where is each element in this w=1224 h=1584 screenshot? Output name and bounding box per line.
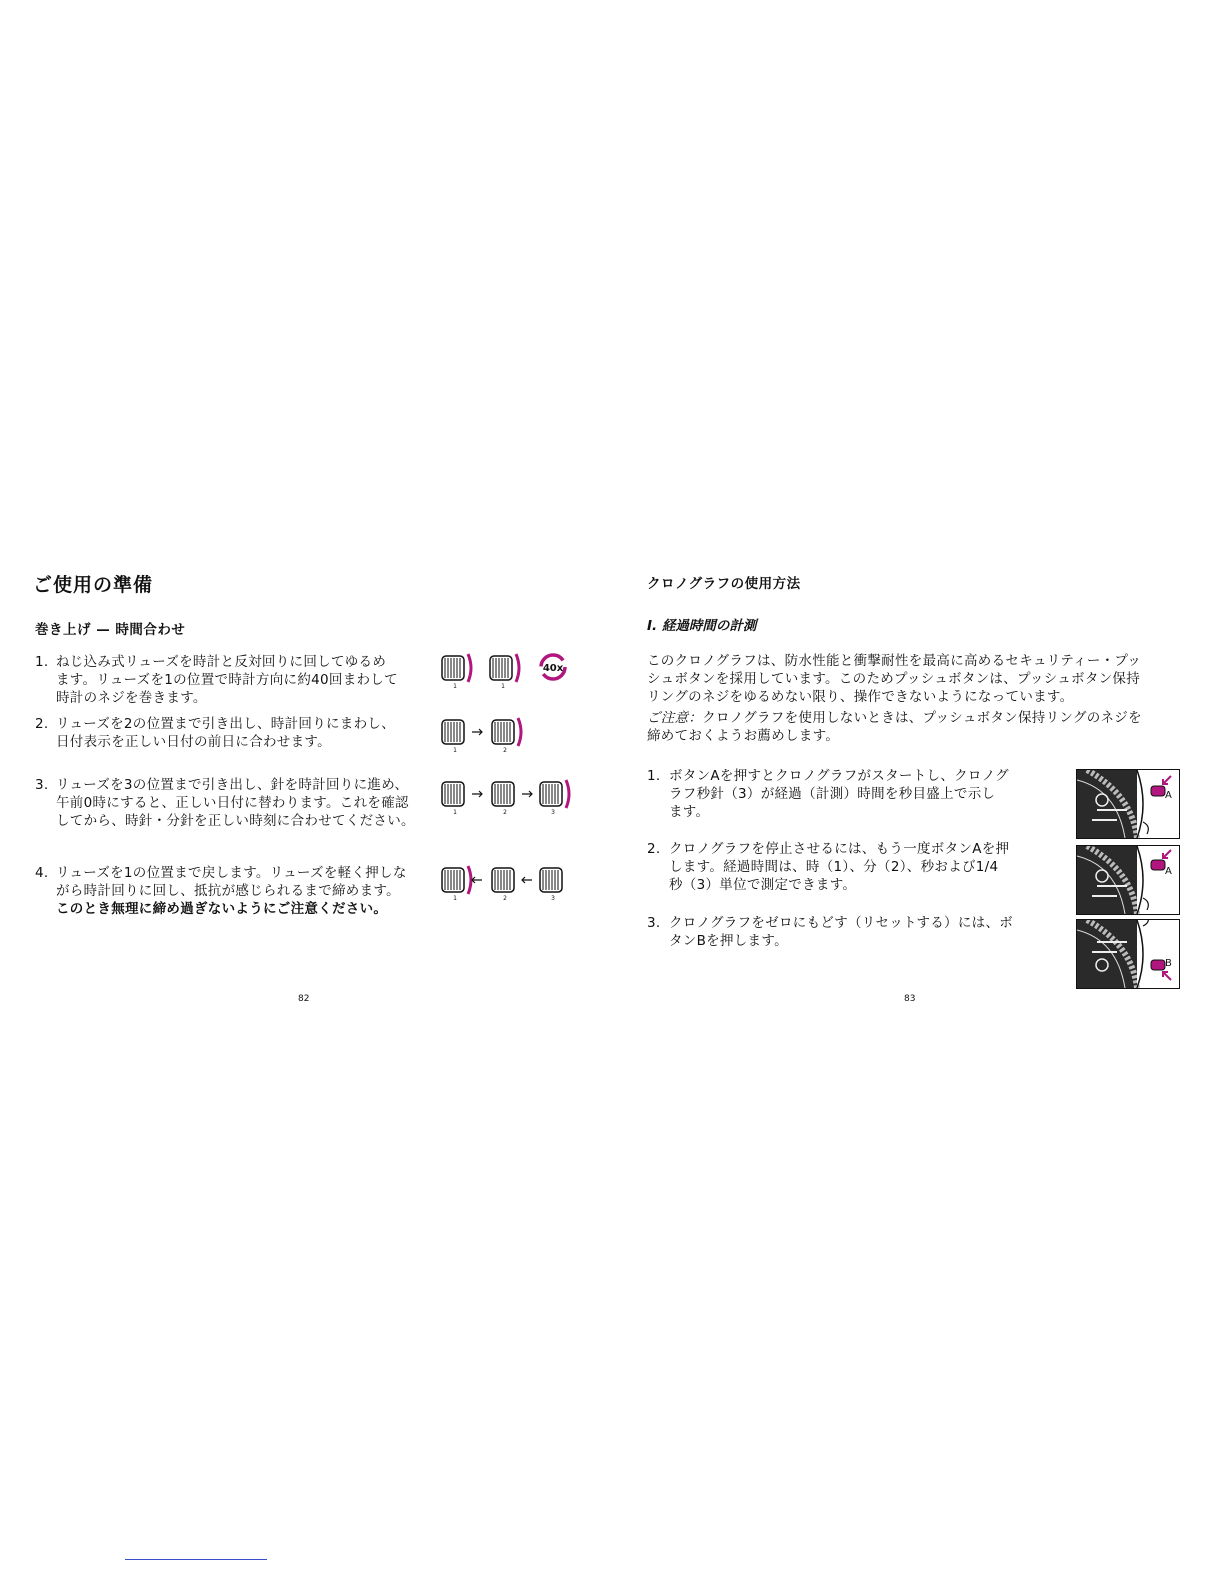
crown-icon (540, 780, 569, 808)
crown-icon (492, 868, 514, 892)
chrono-step-2 (647, 840, 1047, 896)
crown-icon (492, 782, 514, 806)
chrono-step-1 (647, 767, 1047, 823)
crown-icon (442, 720, 464, 744)
press-arrow-icon (1163, 776, 1171, 784)
step-line: ボタンAを押すとクロノグラフがスタートし、クロノグ (669, 768, 1009, 784)
step-line: リューズを2の位置まで引き出し、時計回りにまわし、 (56, 716, 396, 732)
step-number: 1. (35, 654, 49, 670)
step-line: 午前0時にすると、正しい日付に替わります。これを確認 (56, 795, 409, 811)
button-label: A (1165, 790, 1172, 801)
position-label: 1 (453, 683, 457, 690)
instruction-step-1 (35, 653, 435, 709)
watch-button-a-illustration (1076, 769, 1180, 839)
instruction-step-3 (35, 776, 435, 832)
step-line: ます。リューズを1の位置で時計方向に約40回まわして (56, 672, 398, 688)
caution-label: ご注意： (647, 710, 703, 726)
press-arrow-icon (1163, 850, 1171, 858)
press-arrow-icon (1163, 972, 1171, 980)
step-line: ます。 (669, 804, 710, 820)
crown-pull-position-3-figure (438, 774, 578, 816)
position-label: 2 (503, 747, 507, 754)
arrow-left-icon (472, 877, 482, 883)
button-label: B (1165, 958, 1172, 969)
page-number: 83 (904, 994, 916, 1004)
crown-icon (442, 866, 471, 894)
footer-rule (125, 1559, 267, 1560)
position-label: 1 (453, 895, 457, 902)
instruction-step-4 (35, 864, 435, 920)
caution-text: 締めておくようお薦めします。 (647, 728, 840, 744)
paragraph-line: シュボタンを採用しています。このためプッシュボタンは、プッシュボタン保持 (647, 671, 1141, 687)
crown-icon (442, 654, 471, 682)
position-label: 2 (503, 809, 507, 816)
crown-pull-position-2-figure (438, 712, 538, 754)
paragraph-line: リングのネジをゆるめない限り、操作できないようになっています。 (647, 689, 1074, 705)
crown-return-screw-figure (438, 860, 578, 902)
caution-text: クロノグラフを使用しないときは、プッシュボタン保持リングのネジを (702, 710, 1142, 726)
section-subtitle: 巻き上げ — 時間合わせ (35, 622, 186, 638)
watch-button-a-illustration (1076, 845, 1180, 915)
position-label: 1 (453, 747, 457, 754)
page-title: ご使用の準備 (33, 574, 154, 596)
position-label: 2 (503, 895, 507, 902)
position-label: 3 (551, 895, 555, 902)
section-heading: I. 経過時間の計測 (647, 618, 757, 634)
crown-icon (492, 718, 521, 746)
step-line: 日付表示を正しい日付の前日に合わせます。 (56, 734, 331, 750)
crown-icon (490, 654, 519, 682)
step-line: クロノグラフを停止させるには、もう一度ボタンAを押 (669, 841, 1010, 857)
step-line: クロノグラフをゼロにもどす（リセットする）には、ボ (669, 915, 1014, 931)
step-line: します。経過時間は、時（1）、分（2）、秒および1/4 (669, 859, 999, 875)
wind-count-label: 40x (542, 663, 564, 674)
position-label: 1 (501, 683, 505, 690)
step-line: タンBを押します。 (669, 933, 788, 949)
crown-icon (442, 782, 464, 806)
arrow-right-icon (472, 791, 482, 797)
step-number: 3. (647, 915, 661, 931)
paragraph-line: このクロノグラフは、防水性能と衝撃耐性を最高に高めるセキュリティー・プッ (647, 653, 1142, 669)
intro-paragraph (647, 652, 1187, 706)
step-line: がら時計回りに回し、抵抗が感じられるまで締めます。 (56, 883, 400, 899)
crown-icon (540, 868, 562, 892)
step-number: 1. (647, 768, 661, 784)
step-line: リューズを1の位置まで戻します。リューズを軽く押しな (56, 865, 407, 881)
step-number: 2. (647, 841, 661, 857)
step-line: してから、時針・分針を正しい時刻に合わせてください。 (56, 813, 415, 829)
rotate-40x-icon (541, 655, 565, 679)
position-label: 1 (453, 809, 457, 816)
step-number: 3. (35, 777, 49, 793)
step-line: 秒（3）単位で測定できます。 (669, 877, 857, 893)
page-number: 82 (298, 994, 310, 1004)
position-label: 3 (551, 809, 555, 816)
crown-unscrew-wind-figure (438, 648, 578, 690)
step-line: リューズを3の位置まで引き出し、針を時計回りに進め、 (56, 777, 409, 793)
arrow-right-icon (522, 791, 532, 797)
instruction-step-2 (35, 715, 435, 755)
step-number: 4. (35, 865, 49, 881)
watch-button-b-illustration (1076, 919, 1180, 989)
page-title: クロノグラフの使用方法 (647, 576, 801, 592)
step-line: ねじ込み式リューズを時計と反対回りに回してゆるめ (56, 654, 387, 670)
caution-note (647, 709, 1187, 745)
step-warning-line: このとき無理に締め過ぎないようにご注意ください。 (56, 901, 388, 917)
step-number: 2. (35, 716, 49, 732)
chrono-step-3 (647, 914, 1047, 954)
arrow-left-icon (522, 877, 532, 883)
step-line: 時計のネジを巻きます。 (56, 690, 207, 706)
step-line: ラフ秒針（3）が経過（計測）時間を秒目盛上で示し (669, 786, 996, 802)
button-label: A (1165, 866, 1172, 877)
arrow-right-icon (472, 729, 482, 735)
